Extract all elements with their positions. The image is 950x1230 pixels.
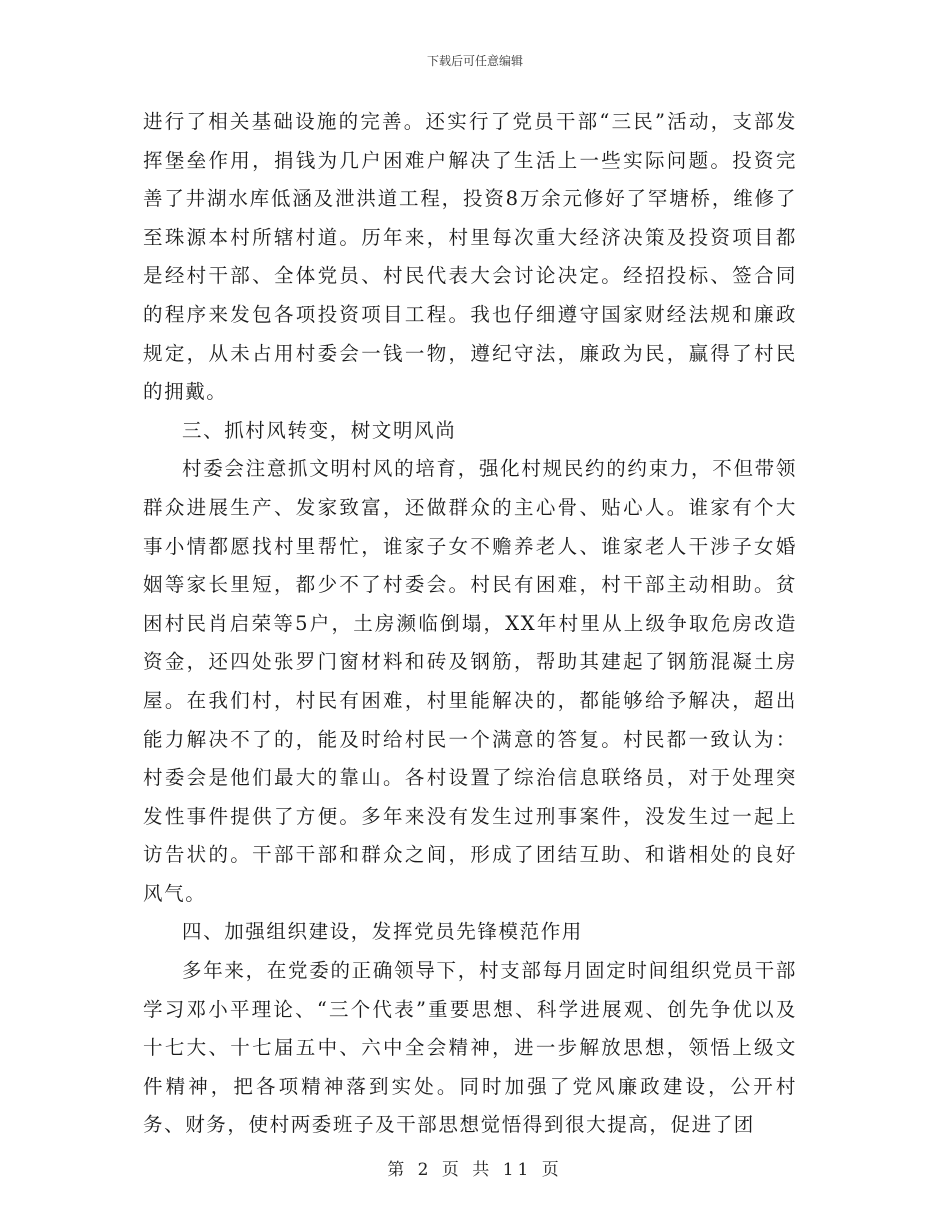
section-heading-3: 三、抓村风转变，树文明风尚 xyxy=(182,418,457,442)
page-footer: 第 2 页 共 11 页 xyxy=(387,1160,563,1180)
page-header: 下载后可任意编辑 xyxy=(426,54,523,68)
paragraph-continuation: 进行了相关基础设施的完善。还实行了党员干部“三民”活动，支部发挥堡垒作用，捐钱为几户困难户解决了生活上一些实际问题。投资完善了井湖水库低涵及泄洪道工程，投资8万余元修好了罕塘桥，维修了至珠源本村所辖村道。历年来，村里每次重大经济决策及投资项目都是经村干部、全体党员、村民代表大会讨论决定。经招投标、签合同的程序来发包各项投资项目工程。我也仔细遵守国家财经法规和廉政规定，从未占用村委会一钱一物，遵纪守法，廉政为民，赢得了村民的拥戴。 xyxy=(143,110,797,404)
document-body xyxy=(143,103,797,1145)
section-heading-4: 四、加强组织建设，发挥党员先锋模范作用 xyxy=(182,920,583,944)
paragraph-organization: 多年来，在党委的正确领导下，村支部每月固定时间组织党员干部学习邓小平理论、“三个代表”重要思想、科学进展观、创先争优以及十七大、十七届五中、六中全会精神，进一步解放思想，领悟上级文件精神，把各项精神落到实处。同时加强了党风廉政建设，公开村务、财务，使村两委班子及干部思想觉悟得到很大提高，促进了团 xyxy=(143,959,797,1137)
paragraph-village-customs: 村委会注意抓文明村风的培育，强化村规民约的约束力，不但带领群众进展生产、发家致富，还做群众的主心骨、贴心人。谁家有个大事小情都愿找村里帮忙，谁家子女不赡养老人、谁家老人干涉子女婚姻等家长里短，都少不了村委会。村民有困难，村干部主动相助。贫困村民肖启荣等5户，土房濒临倒塌，XX年村里从上级争取危房改造资金，还四处张罗门窗材料和砖及钢筋，帮助其建起了钢筋混凝土房屋。在我们村，村民有困难，村里能解决的，都能够给予解决，超出能力解决不了的，能及时给村民一个满意的答复。村民都一致认为：村委会是他们最大的靠山。各村设置了综治信息联络员，对于处理突发性事件提供了方便。多年来没有发生过刑事案件，没发生过一起上访告状的。干部干部和群众之间，形成了团结互助、和谐相处的良好风气。 xyxy=(143,457,797,905)
